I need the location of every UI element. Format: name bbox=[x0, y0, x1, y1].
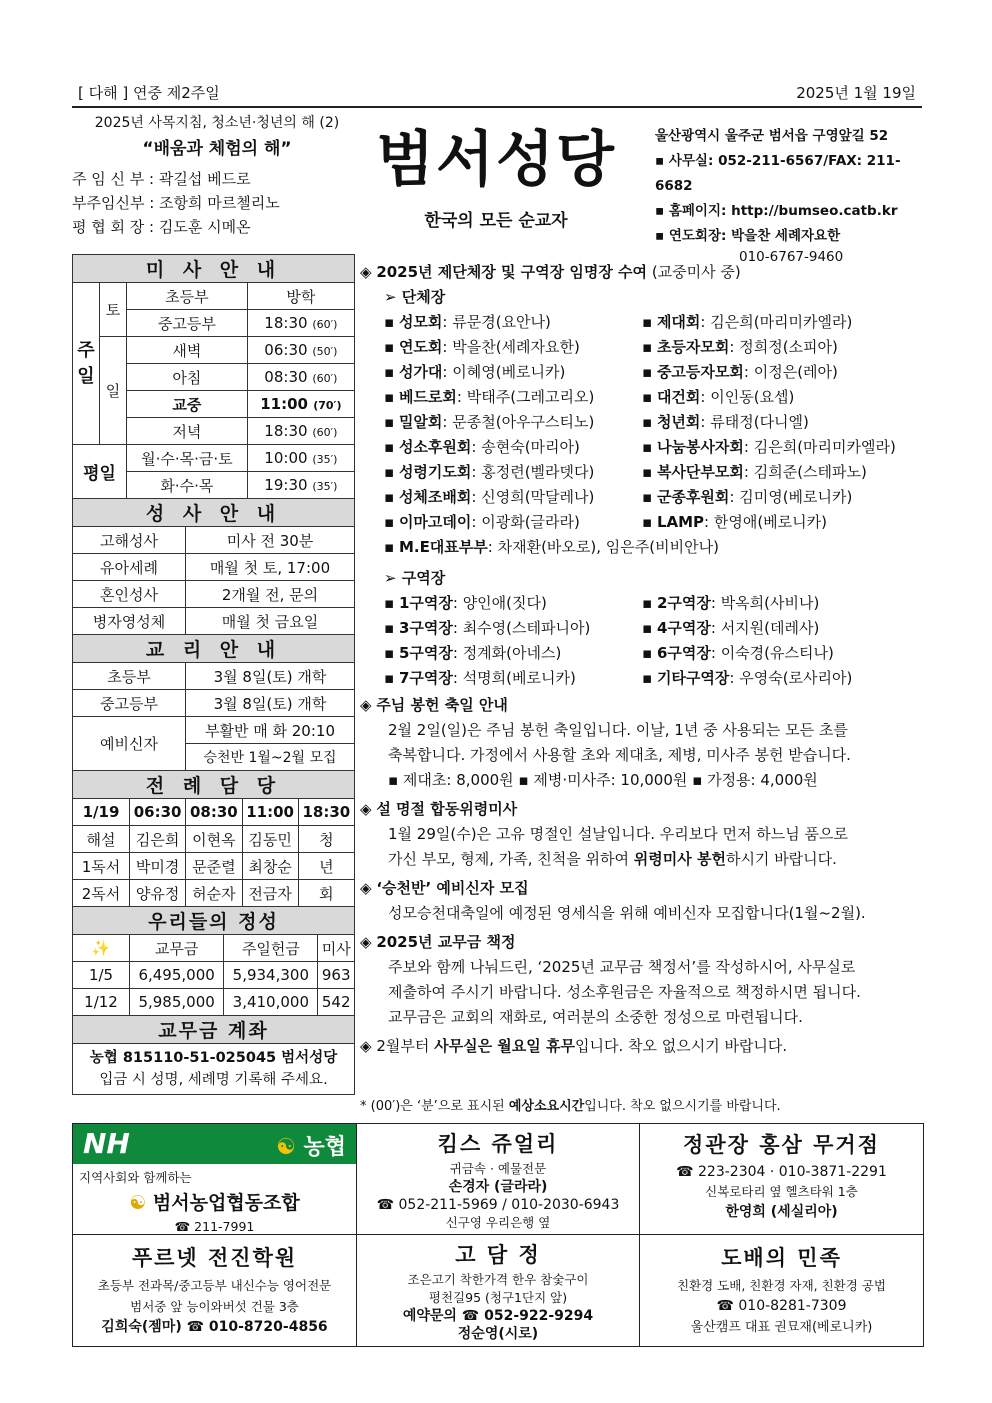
ad-title: 푸르넷 전진학원 bbox=[131, 1246, 298, 1270]
mass-time: 19:30 (35′) bbox=[247, 472, 354, 499]
liturgy-label: [ 다해 ] 연중 제2주일 bbox=[78, 84, 220, 102]
duty-person: 양유정 bbox=[130, 880, 186, 907]
youth-char: 청 bbox=[298, 826, 354, 853]
contact-person: ▪ 연도회장: 박을찬 세례자요한 bbox=[655, 228, 841, 244]
ad-title: 고 담 정 bbox=[455, 1243, 541, 1267]
mass-name: 아침 bbox=[127, 364, 248, 391]
notice-text: ▪ 제대초: 8,000원 ▪ 제병·미사주: 10,000원 ▪ 가정용: 4,000원 bbox=[388, 771, 818, 789]
catechism-table bbox=[72, 634, 355, 771]
duty-person: 이현옥 bbox=[186, 826, 242, 853]
saturday-label: 토 bbox=[100, 283, 127, 337]
office-phone: ▪ 사무실: 052-211-6567/FAX: 211-6682 bbox=[655, 153, 901, 194]
catechism-group: 초등부 bbox=[73, 663, 186, 690]
duty-role: 1독서 bbox=[73, 853, 130, 880]
ad-phone: ☎ 052-211-5969 / 010-2030-6943 bbox=[376, 1197, 620, 1213]
duty-person: 전금자 bbox=[242, 880, 298, 907]
duty-time: 08:30 bbox=[186, 799, 242, 826]
ad-title: 킴스 쥬얼리 bbox=[437, 1132, 559, 1156]
offering-value: 963 bbox=[318, 962, 355, 989]
mass-time: 06:30 (50′) bbox=[247, 337, 354, 364]
groups-label: ➢ 단체장 bbox=[384, 288, 446, 306]
group-row: ▪ 성가대: 이혜영(베로니카) ▪ 중고등자모회: 이정은(레아) bbox=[384, 363, 838, 381]
mass-name: 새벽 bbox=[127, 337, 248, 364]
group-row: ▪ 이마고데이: 이광화(글라라) ▪ LAMP: 한영애(베로니카) bbox=[384, 513, 827, 531]
ad-phone: 예약문의 ☎ 052-922-9294 bbox=[402, 1308, 594, 1324]
duty-date: 1/19 bbox=[73, 799, 130, 826]
footnote: * (00′)은 ‘분’으로 표시된 예상소요시간입니다. 착오 없으시기를 바랍니다. bbox=[360, 1099, 781, 1114]
mass-time: 18:30 (60′) bbox=[247, 310, 354, 337]
left-column bbox=[72, 254, 355, 1095]
bulletin-date: 2025년 1월 19일 bbox=[796, 84, 916, 102]
duty-person: 김동민 bbox=[242, 826, 298, 853]
ad-line: 한영희 (세실리아) bbox=[725, 1204, 838, 1220]
offering-date: 1/5 bbox=[73, 962, 130, 989]
group-row: ▪ 베드로회: 박태주(그레고리오) ▪ 대건회: 이인동(요셉) bbox=[384, 388, 795, 406]
district-row: ▪ 5구역장: 정계화(아네스) ▪ 6구역장: 이숙경(유스티나) bbox=[384, 644, 834, 662]
groups-list bbox=[360, 310, 925, 560]
youth-char: 년 bbox=[298, 853, 354, 880]
church-name: 범서성당 bbox=[376, 125, 616, 195]
top-bar bbox=[72, 80, 922, 108]
sacrament-title: 성 사 안 내 bbox=[73, 499, 355, 527]
mass-time: 방학 bbox=[247, 283, 354, 310]
notice-catechumen: ◈ ‘승천반’ 예비신자 모집 bbox=[360, 879, 529, 897]
ad-line: 친환경 도배, 친환경 자재, 친환경 공법 bbox=[677, 1278, 886, 1293]
catechism-info: 승천반 1월~2월 모집 bbox=[186, 744, 355, 771]
district-row: ▪ 3구역장: 최수영(스테파니아) ▪ 4구역장: 서지원(데레사) bbox=[384, 619, 820, 637]
sparkle-icon: ✨ bbox=[73, 935, 130, 962]
ad-kims-jewelry bbox=[357, 1124, 640, 1235]
youth-char: 회 bbox=[298, 880, 354, 907]
sacrament-name: 고해성사 bbox=[73, 527, 186, 554]
mass-table bbox=[72, 254, 355, 499]
ad-line: 손경자 (글라라) bbox=[448, 1179, 548, 1195]
mass-time: 08:30 (60′) bbox=[247, 364, 354, 391]
notice-text: 축복합니다. 가정에서 사용할 초와 제대초, 제병, 미사주 봉헌 받습니다. bbox=[388, 746, 851, 764]
sacrament-info: 매월 첫 금요일 bbox=[186, 608, 355, 635]
offering-head: 교무금 bbox=[130, 935, 224, 962]
offering-head: 주일헌금 bbox=[224, 935, 318, 962]
sacrament-info: 미사 전 30분 bbox=[186, 527, 355, 554]
sacrament-info: 2개월 전, 문의 bbox=[186, 581, 355, 608]
ad-line: 정순영(시로) bbox=[457, 1326, 539, 1342]
offering-value: 542 bbox=[318, 989, 355, 1016]
duty-role: 2독서 bbox=[73, 880, 130, 907]
ad-nonghyup bbox=[73, 1124, 357, 1235]
liturgy-duty-title: 전 례 담 당 bbox=[73, 771, 355, 799]
catechism-group: 예비신자 bbox=[73, 717, 186, 771]
mass-name: 월·수·목·금·토 bbox=[127, 445, 248, 472]
offering-head: 미사 bbox=[318, 935, 355, 962]
mass-name: 교중 bbox=[127, 391, 248, 418]
notice-presentation: ◈ 주님 봉헌 축일 안내 bbox=[360, 696, 508, 714]
sacrament-name: 혼인성사 bbox=[73, 581, 186, 608]
sacrament-name: 병자영성체 bbox=[73, 608, 186, 635]
year-motto: “배움과 체험의 해” bbox=[142, 139, 292, 159]
offering-date: 1/12 bbox=[73, 989, 130, 1016]
offering-value: 5,985,000 bbox=[130, 989, 224, 1016]
ad-title: ☯ 범서농업협동조합 bbox=[129, 1192, 300, 1214]
account-table bbox=[72, 1015, 355, 1095]
group-row: ▪ 연도회: 박을찬(세례자요한) ▪ 초등자모회: 정희정(소피아) bbox=[384, 338, 838, 356]
mass-name: 중고등부 bbox=[127, 310, 248, 337]
notice-text: 1월 29일(수)은 고유 명절인 설날입니다. 우리보다 먼저 하느님 품으로 bbox=[388, 825, 848, 843]
duty-person: 박미경 bbox=[130, 853, 186, 880]
nh-logo-korean: ☯ 농협 bbox=[276, 1135, 346, 1160]
offering-title: 우리들의 정성 bbox=[73, 907, 355, 935]
duty-person: 김은희 bbox=[130, 826, 186, 853]
duty-person: 최창순 bbox=[242, 853, 298, 880]
offering-value: 6,495,000 bbox=[130, 962, 224, 989]
ad-line: 울산캠프 대표 권묘재(베로니카) bbox=[690, 1320, 873, 1335]
ad-line: 신복로타리 옆 헬츠타워 1층 bbox=[705, 1184, 858, 1199]
church-address: 울산광역시 울주군 범서읍 구영앞길 52 bbox=[655, 128, 889, 144]
ad-title: 정관장 홍삼 무거점 bbox=[683, 1133, 880, 1157]
weekday-label: 평일 bbox=[73, 445, 127, 499]
districts-list bbox=[360, 591, 925, 691]
nh-logo-text: NH bbox=[83, 1127, 130, 1160]
ad-godamjeong bbox=[357, 1235, 640, 1346]
mass-time: 18:30 (60′) bbox=[247, 418, 354, 445]
group-row: ▪ 성체조배회: 신영희(막달레나) ▪ 군종후원회: 김미영(베로니카) bbox=[384, 488, 853, 506]
sacrament-info: 매월 첫 토, 17:00 bbox=[186, 554, 355, 581]
group-row: ▪ 성소후원회: 송현숙(마리아) ▪ 나눔봉사자회: 김은희(마리미카엘라) bbox=[384, 438, 896, 456]
group-row: ▪ 밀알회: 문종철(아우구스티노) ▪ 청년회: 류태정(다니엘) bbox=[384, 413, 809, 431]
ad-phone: ☎ 010-8281-7309 bbox=[716, 1298, 847, 1314]
ad-phone: ☎ 211-7991 bbox=[174, 1219, 255, 1234]
offering-value: 3,410,000 bbox=[224, 989, 318, 1016]
mass-name: 저녁 bbox=[127, 418, 248, 445]
notice-text: 2월 2일(일)은 주님 봉헌 축일입니다. 이날, 1년 중 사용되는 모든 초를 bbox=[388, 721, 848, 739]
notice-text: 성모승천대축일에 예정된 영세식을 위해 예비신자 모집합니다(1월~2월). bbox=[388, 904, 866, 922]
ad-line: 신구영 우리은행 옆 bbox=[445, 1215, 551, 1230]
ad-line: 초등부 전과목/중고등부 내신수능 영어전문 bbox=[97, 1278, 332, 1293]
nh-emblem-icon: ☯ bbox=[276, 1135, 296, 1160]
catechism-group: 중고등부 bbox=[73, 690, 186, 717]
catechism-title: 교 리 안 내 bbox=[73, 635, 355, 663]
duty-time: 06:30 bbox=[130, 799, 186, 826]
account-number: 농협 815110-51-025045 범서성당 bbox=[89, 1050, 338, 1066]
duty-person: 문준렬 bbox=[186, 853, 242, 880]
duty-person: 허순자 bbox=[186, 880, 242, 907]
notice-text: 교무금은 교회의 재화로, 여러분의 소중한 정성으로 마련됩니다. bbox=[388, 1008, 803, 1026]
sacrament-name: 유아세례 bbox=[73, 554, 186, 581]
masthead bbox=[365, 120, 627, 231]
assistant-pastor: 부주임신부 : 조항희 마르첼리노 bbox=[72, 194, 280, 212]
nh-emblem-icon: ☯ bbox=[129, 1192, 147, 1214]
account-info bbox=[73, 1044, 355, 1095]
ad-ginseng bbox=[640, 1124, 923, 1235]
ad-line: 범서중 앞 능이와버섯 건물 3층 bbox=[130, 1299, 299, 1314]
ad-wallpaper bbox=[640, 1235, 923, 1346]
notice-memorial-mass: ◈ 설 명절 합동위령미사 bbox=[360, 800, 518, 818]
ad-line: 지역사회와 함께하는 bbox=[79, 1170, 192, 1185]
ad-academy bbox=[73, 1235, 357, 1346]
contact-phone: 010-6767-9460 bbox=[739, 249, 844, 265]
offering-table bbox=[72, 906, 355, 1016]
ad-phone: 김희숙(젬마) ☎ 010-8720-4856 bbox=[101, 1319, 328, 1335]
notice-appointment: ◈ 2025년 제단체장 및 구역장 임명장 수여 (교중미사 중) bbox=[360, 263, 741, 281]
offering-value: 5,934,300 bbox=[224, 962, 318, 989]
district-row: ▪ 1구역장: 양인애(짓다) ▪ 2구역장: 박옥희(사비나) bbox=[384, 594, 820, 612]
notice-office-closed: ◈ 2월부터 사무실은 월요일 휴무입니다. 착오 없으시기 바랍니다. bbox=[360, 1037, 788, 1055]
pastoral-guideline: 2025년 사목지침, 청소년·청년의 해 (2) bbox=[94, 115, 340, 131]
account-note: 입금 시 성명, 세례명 기록해 주세요. bbox=[99, 1072, 328, 1088]
sunday-day-label: 일 bbox=[100, 337, 127, 445]
duty-time: 18:30 bbox=[298, 799, 354, 826]
staff-list bbox=[72, 167, 362, 239]
notice-text: 주보와 함께 나눠드린, ‘2025년 교무금 책정서’를 작성하시어, 사무실로 bbox=[388, 958, 856, 976]
ad-line: 평천길95 (청구1단지 앞) bbox=[428, 1290, 568, 1305]
ad-line: 조은고기 착한가격 한우 참숯구이 bbox=[407, 1272, 589, 1287]
notice-text: 제출하여 주시기 바랍니다. 성소후원금은 자율적으로 책정하시면 됩니다. bbox=[388, 983, 861, 1001]
mass-title: 미 사 안 내 bbox=[73, 255, 355, 283]
mass-name: 화·수·목 bbox=[127, 472, 248, 499]
duty-time: 11:00 bbox=[242, 799, 298, 826]
me-row: ▪ M.E대표부부: 차재환(바오로), 임은주(비비안나) bbox=[384, 538, 719, 556]
catechism-info: 부활반 매 화 20:10 bbox=[186, 717, 355, 744]
group-row: ▪ 성모회: 류문경(요안나) ▪ 제대회: 김은희(마리미카엘라) bbox=[384, 313, 853, 331]
districts-label: ➢ 구역장 bbox=[384, 569, 446, 587]
patron-saints: 한국의 모든 순교자 bbox=[424, 211, 568, 231]
mass-time: 10:00 (35′) bbox=[247, 445, 354, 472]
ad-line: 귀금속 · 예물전문 bbox=[449, 1161, 547, 1176]
ad-title: 도배의 민족 bbox=[721, 1246, 842, 1270]
catechism-info: 3월 8일(토) 개학 bbox=[186, 663, 355, 690]
liturgy-duty-table bbox=[72, 770, 355, 907]
group-row: ▪ 성령기도회: 홍정련(벨라뎃다) ▪ 복사단부모회: 김희준(스테파노) bbox=[384, 463, 867, 481]
header-left bbox=[72, 112, 362, 239]
notice-dues: ◈ 2025년 교무금 책정 bbox=[360, 933, 516, 951]
sacrament-table bbox=[72, 498, 355, 635]
pastor: 주 임 신 부 : 곽길섭 베드로 bbox=[72, 170, 251, 188]
ad-phone: ☎ 223-2304 · 010-3871-2291 bbox=[676, 1164, 887, 1180]
mass-time: 11:00 (70′) bbox=[247, 391, 354, 418]
notice-text: 가신 부모, 형제, 가족, 친척을 위하여 위령미사 봉헌하시기 바랍니다. bbox=[388, 850, 837, 868]
sunday-label: 주일 bbox=[73, 283, 100, 445]
ads-grid bbox=[72, 1123, 924, 1347]
account-title: 교무금 계좌 bbox=[73, 1016, 355, 1044]
nh-logo bbox=[73, 1124, 356, 1164]
district-row: ▪ 7구역장: 석명희(베로니카) ▪ 기타구역장: 우영숙(로사리아) bbox=[384, 669, 853, 687]
mass-name: 초등부 bbox=[127, 283, 248, 310]
council-president: 평 협 회 장 : 김도훈 시메온 bbox=[72, 218, 251, 236]
notices bbox=[360, 260, 925, 1059]
header-right bbox=[655, 124, 925, 265]
catechism-info: 3월 8일(토) 개학 bbox=[186, 690, 355, 717]
duty-role: 해설 bbox=[73, 826, 130, 853]
homepage-link[interactable]: ▪ 홈페이지: http://bumseo.catb.kr bbox=[655, 203, 898, 219]
